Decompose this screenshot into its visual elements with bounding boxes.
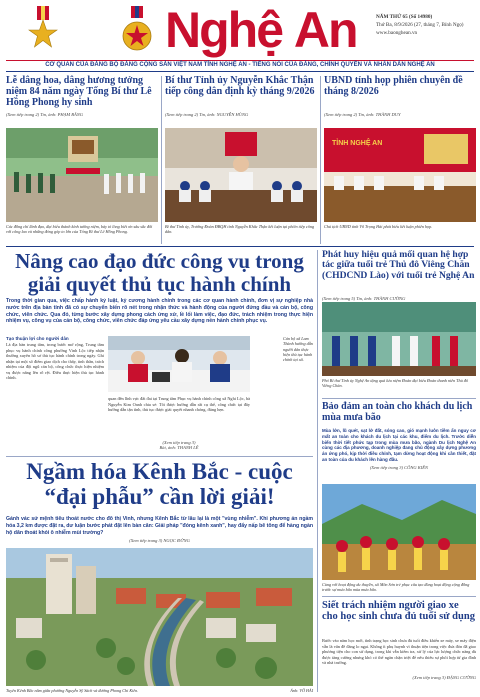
right-story-2-photo[interactable]	[322, 484, 476, 580]
lead-story-byline: (Xem tiếp trang 3)	[162, 440, 196, 445]
lead-story-caption: Cán bộ xã Lam Thành hướng dẫn người dân thực hiện thủ tục hành chính tại xã.	[283, 336, 313, 362]
top-story-3-photo[interactable]	[324, 128, 476, 222]
right-story-2	[322, 402, 476, 470]
top-story-1	[6, 76, 158, 117]
lead-story	[6, 250, 313, 325]
lead-story-col1	[6, 336, 104, 381]
column-divider	[320, 76, 321, 244]
top-story-3-headline[interactable]: UBND tỉnh họp phiên chuyên đề tháng 8/2026	[324, 75, 463, 97]
feature-story-byline: (Xem tiếp trang 3) NGỌC ĐỨNG	[129, 538, 190, 544]
top-story-1-byline: (Xem tiếp trang 2) Tin, ảnh: PHẠM BẰNG	[6, 112, 83, 117]
lead-story-sapo: Trong thời gian qua, việc chấp hành kỷ luật, kỷ cương hành chính trong các cơ quan hành chính, đơn vị sự nghiệp nhà nước trên địa bàn tỉnh đã có sự chuyển biến rõ nét trong nhận thức và hành động của người đứng đầu và cán bộ, công chức, viên chức. Qua đó, từng bước xây dựng phong cách ứng xử, lề lối làm việc, đạo đức, trách nhiệm trong thực hiện nhiệm vụ, công vụ của cán bộ, công chức, viên chức đáp ứng yêu cầu xây dựng nền hành chính phục vụ.	[6, 298, 313, 325]
right-story-2-headline[interactable]: Bảo đảm an toàn cho khách du lịch mùa mưa bão	[322, 401, 473, 423]
lead-story-headline[interactable]: Nâng cao đạo đức công vụ trong giải quyết thủ tục hành chính	[15, 249, 304, 296]
feature-story-photo[interactable]	[6, 548, 313, 686]
citizen-reception-image	[165, 128, 317, 222]
paper-logo	[165, 2, 357, 58]
top-story-3	[324, 76, 476, 117]
section-divider	[322, 398, 476, 399]
masthead-divider-bottom	[6, 71, 474, 72]
right-story-2-caption: Cùng với hoạt động du thuyền, xã Môn Sơn trẻ phục cấu tạo đùng hoạt động cộng đồng trước sự mưa bão mùa mưa bão.	[322, 582, 470, 593]
right-story-3-byline: (Xem tiếp trang 3) ĐẶNG CƯỜNG	[412, 675, 476, 680]
memorial-ceremony-image	[6, 128, 158, 222]
top-story-3-caption: Chủ tịch UBND tỉnh Võ Trọng Hải phát biểu kết luận phiên họp.	[324, 224, 433, 229]
section-divider	[6, 246, 474, 247]
lead-story-photo[interactable]	[108, 336, 250, 392]
lead-story-author: Bài, ảnh: THANH LÊ	[159, 445, 199, 450]
website: www.baonghean.vn	[376, 29, 418, 36]
lead-story-col2-text: quan đến lĩnh vực đất đai tại Trung tâm Phục vụ hành chính công xã Nghi Lộc, bà Nguyễn Kim Oanh chia sẻ: Tôi được hướng dẫn rất cụ thể, công chức tại đây hướng dẫn tận tình, thủ tục được giải quyết nhanh chóng, đúng hẹn.	[108, 396, 250, 412]
masthead-tagline: CƠ QUAN CỦA ĐẢNG BỘ ĐẢNG CỘNG SẢN VIỆT NAM TỈNH NGHỆ AN - TIẾNG NÓI CỦA ĐẢNG, CHÍNH QUYỀN VÀ NHÂN DÂN NGHỆ AN	[45, 62, 435, 68]
canal-aerial-image	[6, 548, 313, 686]
top-story-3-byline: (Xem tiếp trang 2) Tin, ảnh: THÀNH DUY	[324, 112, 401, 117]
section-divider	[6, 456, 313, 457]
gold-star-medal-icon	[28, 6, 58, 50]
right-story-3-headline[interactable]: Siết trách nhiệm người giao xe cho học sinh chưa đủ tuổi sử dụng	[322, 600, 475, 623]
issue-date: Thứ Ba, 8/9/2026 (27, tháng 7, Bính Ngọ)	[376, 21, 464, 28]
issue-info	[376, 14, 476, 37]
top-story-2-photo[interactable]	[165, 128, 317, 222]
right-story-1-photo[interactable]	[322, 302, 476, 376]
right-story-1	[322, 250, 476, 301]
top-story-2-headline[interactable]: Bí thư Tỉnh ủy Nguyễn Khắc Thận tiếp công dân định kỳ tháng 9/2026	[165, 75, 315, 97]
tourism-festival-image	[322, 484, 476, 580]
feature-story	[6, 460, 313, 543]
logo-word-nghe: Nghệ	[165, 2, 282, 58]
top-story-2-byline: (Xem tiếp trang 2) Tin, ảnh: NGUYỄN HÙNG	[165, 112, 249, 117]
logo-word-an: An	[293, 2, 357, 58]
youth-delegation-image	[322, 302, 476, 376]
column-divider	[317, 250, 318, 692]
lead-story-col1-text: Là địa bàn trung tâm, trong bước mở rộng, Trung tâm phục vụ hành chính công phường Vinh Lộc tiếp nhận thường xuyên hồ sơ thủ tục hành chính trong ngày. Ghi nhận tại một số điểm giao dịch cho thấy, tinh thần, trách nhiệm của đội ngũ cán bộ, công chức thực hiện nhiệm vụ được nâng lên rõ rệt. Điều thực hiện thủ tục hành chính.	[6, 342, 104, 380]
lead-story-subhead: Tạo thuận lợi cho người dân	[6, 336, 69, 341]
feature-story-headline[interactable]: Ngầm hóa Kênh Bắc - cuộc “đại phẫu” cần lời giải!	[26, 459, 293, 509]
issue-number: NĂM THỨ 65 (Số 14980)	[376, 14, 433, 20]
feature-story-sapo: Gánh vác sứ mệnh tiêu thoát nước cho đô thị Vinh, nhưng Kênh Bắc từ lâu lại là một "vùng nhiễm". Khi phương án ngầm hóa 3,2 km được đặt ra, dư luận bước phát đặt lên bàn cân: Giải pháp "đóng kênh xanh", hay đẩy nấp bê tông để hàng ngàn hộ dân thoát khỏi ô nhiễm mùi trường?	[6, 516, 313, 536]
top-story-2	[165, 76, 317, 117]
top-story-1-headline[interactable]: Lễ dâng hoa, dâng hương tưởng niệm 84 năm ngày Tổng Bí thư Lê Hồng Phong hy sinh	[6, 75, 152, 108]
right-story-3-body: Bước vào năm học mới, tình trạng học sinh chưa đủ tuổi điều khiển xe máy, xe máy điện vẫn là vấn đề đáng lo ngại. Không ít phụ huynh vì thuận tiện trong việc đưa đón đã giao phương tiện cho con sử dụng, trong khi vẫn kiểm tra, xử lý của lực lượng chức năng dù được tăng cường nhưng khó có thể ngăn chặn triệt để nếu thiếu sự phối hợp từ gia đình và nhà trường.	[322, 638, 476, 665]
masthead	[0, 0, 480, 72]
right-story-1-caption: Phó Bí thư Tỉnh ủy Nghệ An tặng quà lưu niệm Đoàn đại biểu Đoàn thanh niên Thủ đô Viêng Chăn.	[322, 378, 468, 389]
top-story-2-caption: Bí thư Tỉnh ủy, Trưởng Đoàn ĐBQH tỉnh Nguyễn Khắc Thận kết luận tại phiên tiếp công dân.	[165, 224, 315, 235]
admin-office-image	[108, 336, 250, 392]
masthead-divider	[6, 60, 474, 61]
right-story-1-headline[interactable]: Phát huy hiệu quả mối quan hệ hợp tác giữa tuổi trẻ Thủ đô Viêng Chăn (CHDCND Lào) với tuổi trẻ Nghệ An	[322, 249, 475, 281]
section-divider	[322, 596, 476, 597]
lead-story-col2	[108, 396, 250, 450]
right-story-3	[322, 600, 476, 680]
ho-chi-minh-medal-icon	[120, 6, 154, 52]
feature-story-credit: Ảnh: VÕ HẢI	[290, 688, 313, 693]
right-story-2-body: Mùa lớn, lũ quét, sạt lở đất, sóng cao, gió mạnh luôn tiềm ẩn nguy cơ mất an toàn cho khách du lịch tại các khu, điểm du lịch. Trước diễn biến thời tiết phức tạp trong mùa mưa bão, ngành Du lịch Nghệ An cùng các địa phương, doanh nghiệp đang chủ động xây dựng phương án ứng phó, kịp thời điều chỉnh, tạm dừng hoạt động khi cần thiết, đặt an toàn của du khách lên hàng đầu.	[322, 428, 476, 462]
top-story-1-caption: Các đồng chí lãnh đạo, đại biểu thành kính tưởng niệm, bày tỏ lòng biết ơn sâu sắc đối với công lao và những đóng góp to lớn của Tổng Bí thư Lê Hồng Phong.	[6, 224, 153, 235]
column-divider	[161, 76, 162, 244]
meeting-hall-sign: TỈNH NGHỆ AN	[332, 140, 383, 147]
right-story-1-byline: (Xem tiếp trang 5) Tin, ảnh: THÀNH CƯỜNG	[322, 296, 406, 301]
right-story-2-byline: (Xem tiếp trang 3) CÔNG KIÊN	[369, 464, 429, 470]
feature-story-caption: Tuyến Kênh Bắc nằm giữa phường Nguyễn Sỹ Sách và đường Phong Chi Kiên.	[6, 688, 139, 693]
top-story-1-photo[interactable]	[6, 128, 158, 222]
